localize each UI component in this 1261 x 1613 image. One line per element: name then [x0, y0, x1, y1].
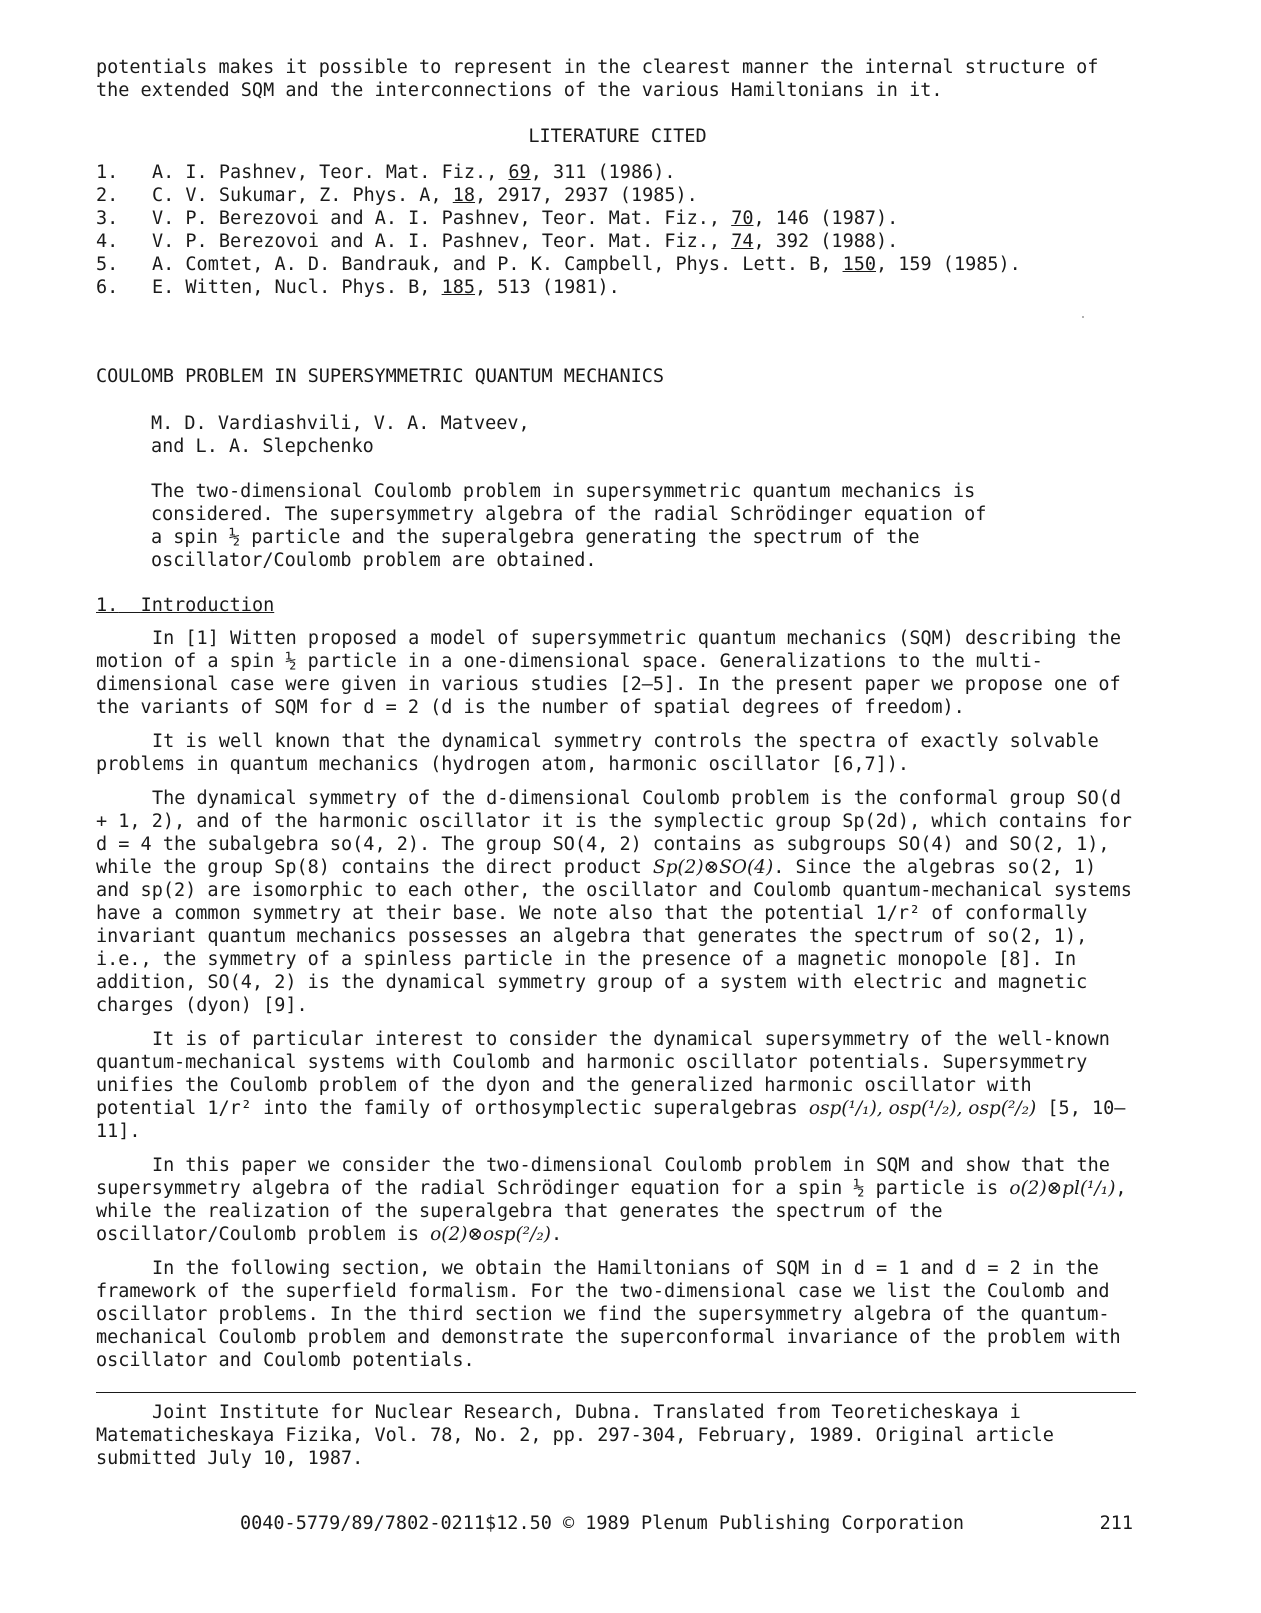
intro-line: the extended SQM and the interconnections of the various Hamiltonians in it.	[96, 80, 943, 101]
reference-text: A. Comtet, A. D. Bandrauk, and P. K. Campbell, Phys. Lett. B, 150, 159 (1985).	[152, 254, 1021, 275]
reference-number: 1.	[96, 162, 119, 183]
article-title: COULOMB PROBLEM IN SUPERSYMMETRIC QUANTUM MECHANICS	[96, 366, 665, 387]
paragraph: In the following section, we obtain the Hamiltonians of SQM in d = 1 and d = 2 in the framework of the superfield formalism. For the two-dimensional case we list the Coulomb and oscillator problems. In the third section we find the supersymmetry algebra of the quantum-mechanical Coulomb problem and demonstrate the superconformal invariance of the problem with oscillator and Coulomb potentials.	[96, 1258, 1121, 1371]
paragraph: The dynamical symmetry of the d-dimensional Coulomb problem is the conformal group SO(d + 1, 2), and of the harmonic oscillator it is the symplectic group Sp(2d), which contains for d = 4 the subalgebra so(4, 2). The group SO(4, 2) contains as subgroups SO(4) and SO(2, 1), while the group Sp(8) contains the direct product Sp(2)⊗SO(4). Since the algebras so(2, 1) and sp(2) are isomorphic to each other, the oscillator and Coulomb quantum-mechanical systems have a common symmetry at their base. We note also that the potential 1/r² of conformally invariant quantum mechanics possesses an algebra that generates the spectrum of so(2, 1), i.e., the symmetry of a spinless particle in the presence of a magnetic monopole [8]. In addition, SO(4, 2) is the dynamical symmetry group of a system with electric and magnetic charges (dyon) [9].	[96, 788, 1132, 1016]
reference-number: 3.	[96, 208, 119, 229]
copyright-line: 0040-5779/89/7802-0211$12.50 © 1989 Plenum Publishing Corporation	[240, 1513, 964, 1534]
paragraph: It is of particular interest to consider the dynamical supersymmetry of the well-known quantum-mechanical systems with Coulomb and harmonic oscillator potentials. Supersymmetry unifies the Coulomb problem of the dyon and the generalized harmonic oscillator with potential 1/r² into the family of orthosymplectic superalgebras osp(¹/₁), osp(¹/₂), osp(²/₂) [5, 10–11].	[96, 1029, 1126, 1142]
reference-item	[96, 161, 1136, 184]
reference-text: V. P. Berezovoi and A. I. Pashnev, Teor. Mat. Fiz., 70, 146 (1987).	[152, 208, 899, 229]
abstract: The two-dimensional Coulomb problem in supersymmetric quantum mechanics is considered. The supersymmetry algebra of the radial Schrödinger equation of a spin ½ particle and the superalgebra generating the spectrum of the oscillator/Coulomb problem are obtained.	[151, 481, 987, 571]
reference-volume: 69	[508, 162, 531, 183]
math-expression: o(2)⊗osp(²/₂)	[430, 1224, 551, 1245]
footnote: Joint Institute for Nuclear Research, Dubna. Translated from Teoreticheskaya i Matematicheskaya Fizika, Vol. 78, No. 2, pp. 297-304, February, 1989. Original article submitted July 10, 1987.	[96, 1402, 1054, 1469]
reference-volume: 18	[452, 185, 476, 206]
reference-number: 6.	[96, 277, 119, 298]
paragraph: In [1] Witten proposed a model of supersymmetric quantum mechanics (SQM) describing the motion of a spin ½ particle in a one-dimensional space. Generalizations to the multi-dimensional case were given in various studies [2–5]. In the present paper we propose one of the variants of SQM for d = 2 (d is the number of spatial degrees of freedom).	[96, 628, 1122, 718]
reference-item	[96, 253, 1136, 276]
paragraph: In this paper we consider the two-dimensional Coulomb problem in SQM and show that the supersymmetry algebra of the radial Schrödinger equation for a spin ½ particle is o(2)⊗pl(¹/₁), while the realization of the superalgebra that generates the spectrum of the oscillator/Coulomb problem is o(2)⊗osp(²/₂).	[96, 1155, 1127, 1245]
author-block	[151, 412, 530, 458]
reference-text: E. Witten, Nucl. Phys. B, 185, 513 (1981).	[152, 277, 620, 298]
reference-list	[96, 161, 1136, 299]
section-title: Introduction	[140, 595, 275, 616]
reference-text: V. P. Berezovoi and A. I. Pashnev, Teor. Mat. Fiz., 74, 392 (1988).	[152, 231, 899, 252]
footnote-rule	[96, 1392, 1136, 1393]
author-line: and L. A. Slepchenko	[151, 436, 374, 457]
reference-item	[96, 184, 1136, 207]
reference-number: 4.	[96, 231, 119, 252]
scan-speck	[1082, 316, 1084, 318]
reference-text: A. I. Pashnev, Teor. Mat. Fiz., 69, 311 (1986).	[152, 162, 676, 183]
reference-item	[96, 276, 1136, 299]
reference-number: 2.	[96, 185, 119, 206]
section-heading	[96, 594, 274, 617]
literature-heading: LITERATURE CITED	[528, 126, 707, 147]
reference-item	[96, 207, 1136, 230]
page-number: 211	[1099, 1513, 1133, 1534]
reference-item	[96, 230, 1136, 253]
reference-volume: 74	[731, 231, 754, 252]
reference-volume: 185	[441, 277, 476, 298]
intro-line: potentials makes it possible to represent in the clearest manner the internal structure of	[96, 57, 1099, 78]
paragraph: It is well known that the dynamical symmetry controls the spectra of exactly solvable problems in quantum mechanics (hydrogen atom, harmonic oscillator [6,7]).	[96, 731, 1099, 775]
body-text	[96, 627, 1136, 1383]
author-line: M. D. Vardiashvili, V. A. Matveev,	[151, 413, 530, 434]
math-expression: o(2)⊗pl(¹/₁)	[1009, 1178, 1116, 1199]
section-number: 1.	[96, 595, 119, 616]
math-expression: Sp(2)⊗SO(4)	[652, 857, 774, 878]
reference-number: 5.	[96, 254, 119, 275]
reference-volume: 70	[731, 208, 754, 229]
reference-text: C. V. Sukumar, Z. Phys. A, 18, 2917, 2937 (1985).	[152, 185, 698, 206]
reference-volume: 150	[842, 254, 876, 275]
math-expression: osp(¹/₁), osp(¹/₂), osp(²/₂)	[808, 1098, 1037, 1119]
intro-paragraph	[96, 56, 1139, 102]
